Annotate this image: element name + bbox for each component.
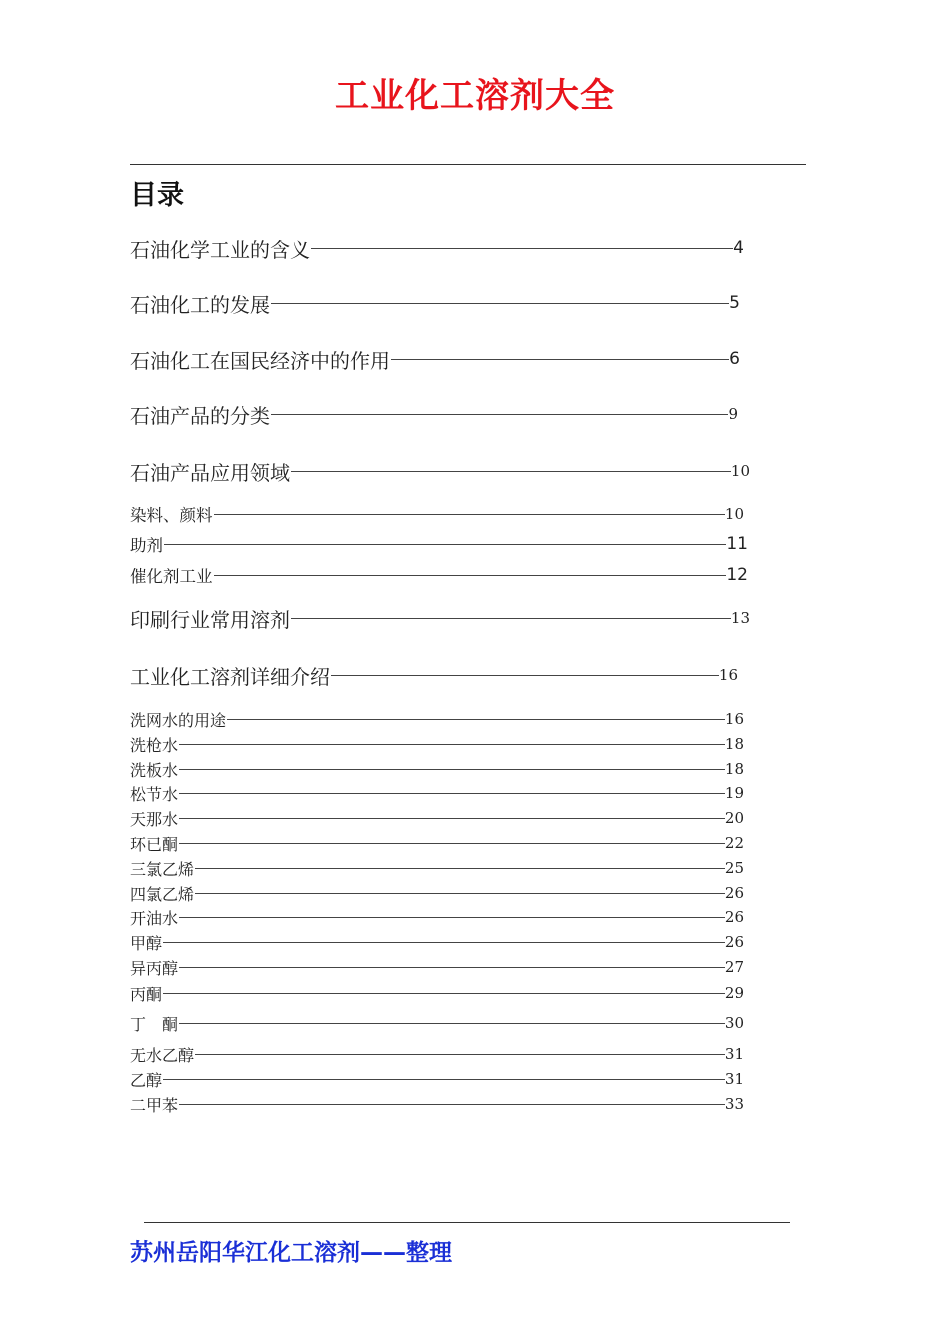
- toc-leader-line: [179, 1104, 725, 1105]
- toc-heading: 目录: [130, 180, 184, 211]
- toc-entry[interactable]: [130, 1091, 744, 1117]
- toc-entry-page: 18: [724, 735, 744, 753]
- toc-entry[interactable]: [130, 706, 744, 732]
- toc-entry[interactable]: [130, 501, 744, 527]
- toc-entry[interactable]: [130, 1010, 744, 1036]
- toc-leader-line: [179, 1023, 725, 1024]
- footer-credit: 苏州岳阳华江化工溶剂——整理: [130, 1240, 452, 1266]
- toc-entry[interactable]: [130, 880, 744, 906]
- toc-entry-page: 31: [724, 1045, 744, 1063]
- toc-entry-page: 16: [718, 666, 738, 684]
- toc-entry-label: 石油化工在国民经济中的作用: [130, 348, 390, 373]
- toc-leader-line: [291, 618, 731, 619]
- toc-leader-line: [214, 575, 727, 576]
- toc-entry-page: 31: [724, 1070, 744, 1088]
- toc-entry-label: 无水乙醇: [130, 1045, 195, 1065]
- toc-leader-line: [179, 769, 725, 770]
- toc-entry[interactable]: [130, 805, 744, 831]
- toc-entry-page: 30: [724, 1014, 744, 1032]
- toc-entry[interactable]: [130, 290, 740, 316]
- toc-entry[interactable]: [130, 458, 750, 484]
- toc-entry-label: 工业化工溶剂详细介绍: [130, 664, 330, 689]
- toc-leader-line: [164, 544, 726, 545]
- toc-entry-label: 四氯乙烯: [130, 884, 195, 904]
- toc-entry-label: 洗枪水: [130, 735, 179, 755]
- toc-entry-label: 甲醇: [130, 933, 163, 953]
- toc-entry[interactable]: [130, 562, 748, 588]
- toc-entry-label: 三氯乙烯: [130, 859, 195, 879]
- toc-entry[interactable]: [130, 235, 744, 261]
- toc-entry-page: 25: [724, 859, 744, 877]
- toc-entry[interactable]: [130, 1066, 744, 1092]
- toc-entry-page: 26: [724, 933, 744, 951]
- toc-entry-page: 33: [724, 1095, 744, 1113]
- toc-entry-label: 印刷行业常用溶剂: [130, 607, 290, 632]
- toc-entry-label: 开油水: [130, 908, 179, 928]
- toc-leader-line: [179, 917, 725, 918]
- toc-entry-page: 27: [724, 958, 744, 976]
- toc-entry-page: 5: [729, 293, 740, 313]
- toc-entry[interactable]: [130, 731, 744, 757]
- toc-entry-label: 二甲苯: [130, 1095, 179, 1115]
- toc-leader-line: [163, 942, 725, 943]
- toc-entry-page: 26: [724, 884, 744, 902]
- toc-entry-page: 26: [724, 908, 744, 926]
- toc-entry-page: 20: [724, 809, 744, 827]
- toc-entry-label: 石油产品的分类: [130, 403, 270, 428]
- toc-leader-line: [179, 843, 725, 844]
- toc-entry-page: 22: [724, 834, 744, 852]
- toc-entry-page: 9: [728, 405, 738, 423]
- toc-entry[interactable]: [130, 346, 740, 372]
- toc-entry-label: 异丙醇: [130, 958, 179, 978]
- toc-entry[interactable]: [130, 929, 744, 955]
- toc-entry-page: 6: [729, 349, 740, 369]
- toc-entry-page: 4: [733, 238, 744, 258]
- toc-entry[interactable]: [130, 980, 744, 1006]
- toc-entry-label: 松节水: [130, 784, 179, 804]
- toc-leader-line: [227, 719, 725, 720]
- toc-entry[interactable]: [130, 904, 744, 930]
- toc-leader-line: [195, 868, 725, 869]
- toc-entry-page: 12: [726, 565, 748, 585]
- toc-leader-line: [163, 993, 725, 994]
- toc-leader-line: [163, 1079, 725, 1080]
- toc-entry-page: 16: [724, 710, 744, 728]
- toc-leader-line: [214, 514, 725, 515]
- toc-entry[interactable]: [130, 605, 750, 631]
- toc-leader-line: [291, 471, 731, 472]
- toc-leader-line: [179, 744, 725, 745]
- toc-leader-line: [195, 1054, 725, 1055]
- toc-leader-line: [271, 414, 728, 415]
- toc-leader-line: [311, 248, 733, 249]
- toc-entry[interactable]: [130, 531, 748, 557]
- header-divider: [130, 164, 806, 165]
- toc-entry-page: 18: [724, 760, 744, 778]
- toc-entry-label: 石油化工的发展: [130, 292, 270, 317]
- toc-entry-page: 19: [724, 784, 744, 802]
- document-title: 工业化工溶剂大全: [335, 76, 615, 116]
- toc-entry-label: 催化剂工业: [130, 567, 213, 586]
- toc-entry-label: 丁 酮: [130, 1014, 179, 1034]
- toc-entry[interactable]: [130, 855, 744, 881]
- toc-leader-line: [179, 818, 725, 819]
- toc-leader-line: [391, 359, 729, 360]
- toc-entry[interactable]: [130, 401, 738, 427]
- toc-entry-page: 10: [730, 462, 750, 480]
- toc-entry-label: 环已酮: [130, 834, 179, 854]
- toc-leader-line: [331, 675, 719, 676]
- toc-entry-page: 29: [724, 984, 744, 1002]
- toc-entry[interactable]: [130, 954, 744, 980]
- toc-entry[interactable]: [130, 756, 744, 782]
- footer-divider: [144, 1222, 790, 1223]
- toc-leader-line: [179, 967, 725, 968]
- toc-entry-label: 洗网水的用途: [130, 710, 227, 730]
- toc-entry-label: 助剂: [130, 536, 163, 555]
- toc-entry-label: 洗板水: [130, 760, 179, 780]
- toc-entry-label: 染料、颜料: [130, 506, 213, 525]
- toc-entry-label: 乙醇: [130, 1070, 163, 1090]
- toc-leader-line: [195, 893, 725, 894]
- toc-entry[interactable]: [130, 1041, 744, 1067]
- toc-entry-page: 11: [726, 534, 748, 554]
- toc-leader-line: [179, 793, 725, 794]
- toc-entry[interactable]: [130, 830, 744, 856]
- toc-entry-label: 石油产品应用领域: [130, 460, 290, 485]
- toc-entry-label: 石油化学工业的含义: [130, 237, 310, 262]
- toc-entry-page: 13: [730, 609, 750, 627]
- toc-entry-page: 10: [724, 505, 744, 523]
- toc-leader-line: [271, 303, 729, 304]
- toc-entry[interactable]: [130, 662, 738, 688]
- toc-entry-label: 天那水: [130, 809, 179, 829]
- toc-entry-label: 丙酮: [130, 984, 163, 1004]
- toc-entry[interactable]: [130, 780, 744, 806]
